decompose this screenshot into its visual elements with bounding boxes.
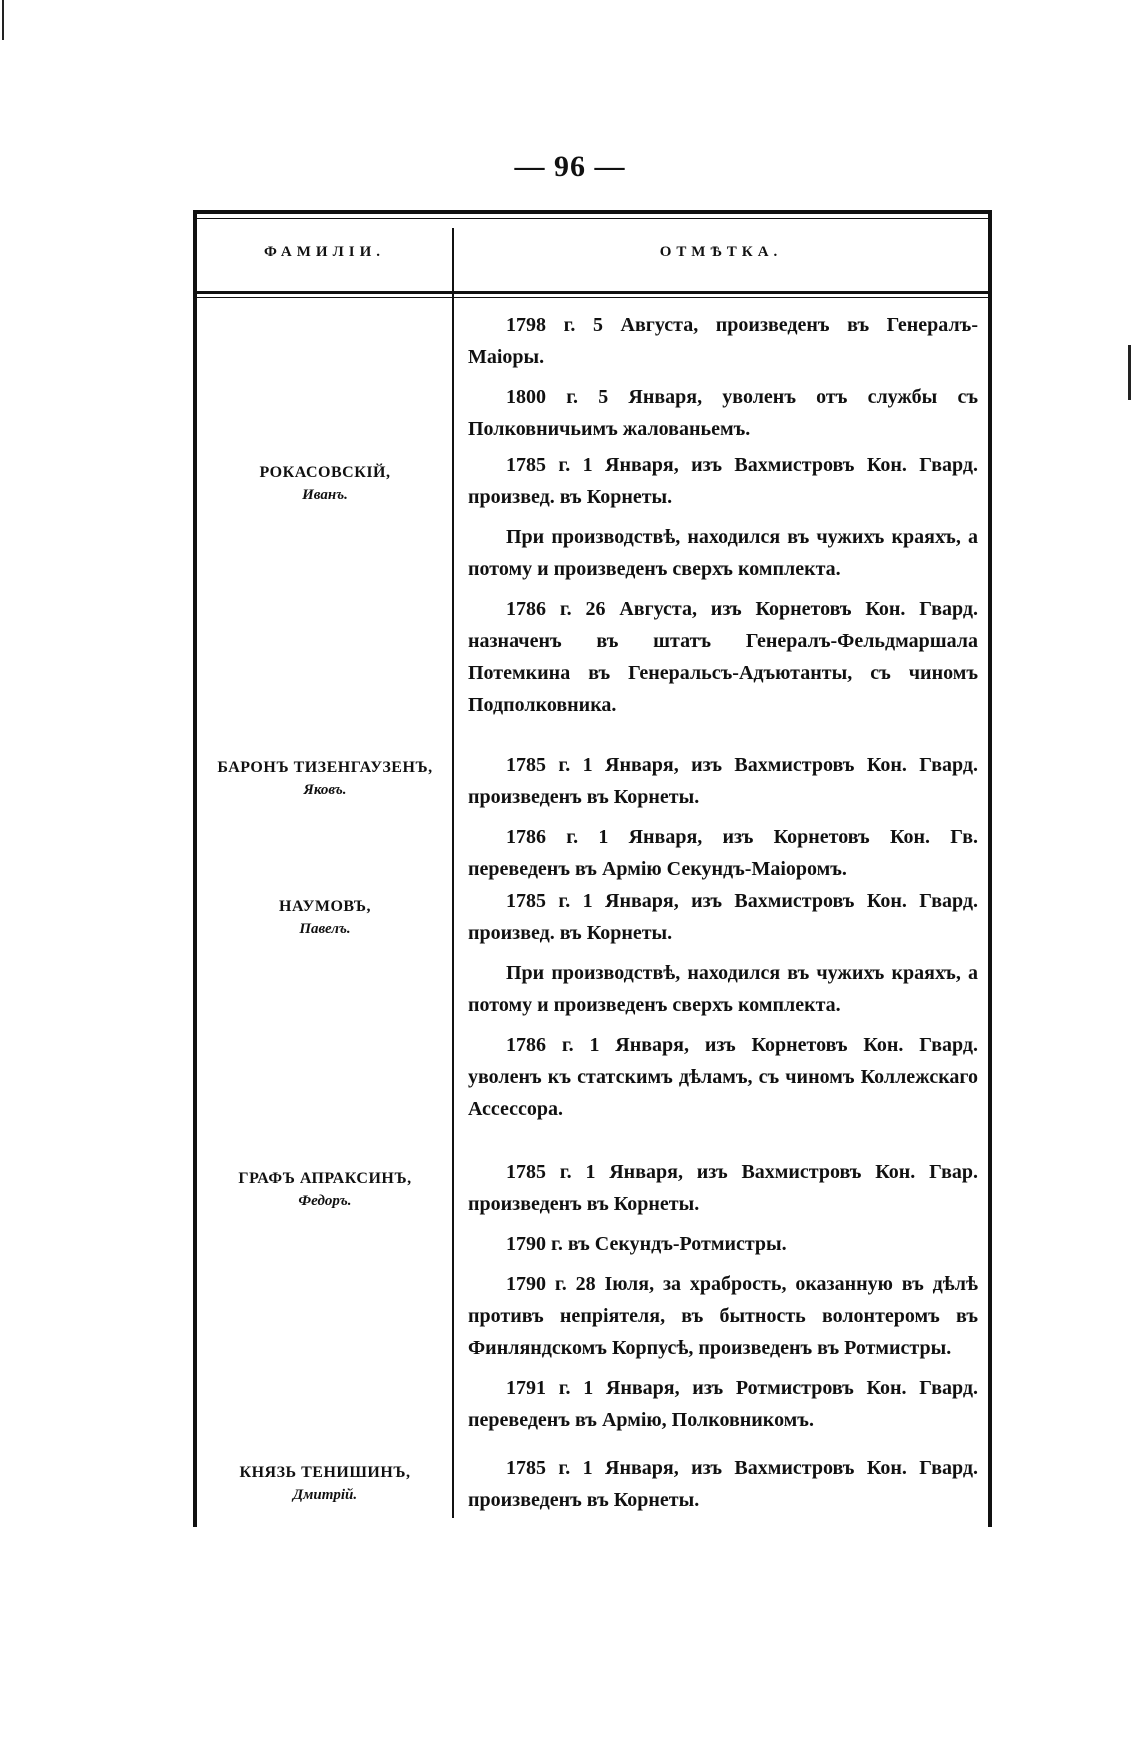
table-top-rule [193,218,992,219]
given-name: Павелъ. [299,921,351,937]
column-header-surnames: ФАМИЛІИ. [263,244,386,260]
note-paragraph: 1790 г. 28 Іюля, за храбрость, оказанную въ дѣлѣ противъ непріятеля, въ бытность волонтеромъ въ Финляндскомъ Корпусѣ, произведенъ въ Ротмистры. [468,1273,978,1359]
note-paragraph: 1786 г. 1 Января, изъ Корнетовъ Кон. Гв. переведенъ въ Армію Секундъ-Маіоромъ. [468,826,978,880]
given-name: Федоръ. [298,1193,352,1209]
page-number: — 96 — [514,150,626,183]
note-paragraph: 1786 г. 26 Августа, изъ Корнетовъ Кон. Гвард. назначенъ въ штатъ Генералъ-Фельдмаршала Потемкина въ Генеральсъ-Адъютанты, съ чиномъ Подполковника. [468,598,978,716]
note-paragraph: 1785 г. 1 Января, изъ Вахмистровъ Кон. Гвард. произвед. въ Корнеты. [468,454,978,508]
column-header-notes: ОТМѢТКА. [659,244,783,260]
person-name [214,462,436,506]
note-paragraph: 1798 г. 5 Августа, произведенъ въ Генералъ-Маіоры. [468,314,978,368]
note-paragraph: 1791 г. 1 Января, изъ Ротмистровъ Кон. Гвард. переведенъ въ Армію, Полковникомъ. [468,1377,978,1431]
notes-entry [468,885,978,1133]
notes-entry [468,1156,978,1444]
note-paragraph: 1785 г. 1 Января, изъ Вахмистровъ Кон. Гвард. произвед. въ Корнеты. [468,890,978,944]
note-paragraph: 1800 г. 5 Января, уволенъ отъ службы съ Полковничьимъ жалованьемъ. [468,386,978,440]
person-name [214,896,436,940]
note-paragraph: 1790 г. въ Секундъ-Ротмистры. [506,1233,787,1255]
note-paragraph: 1785 г. 1 Января, изъ Вахмистровъ Кон. Гвард. произведенъ въ Корнеты. [468,1457,978,1511]
note-paragraph: 1785 г. 1 Января, изъ Вахмистровъ Кон. Гвард. произведенъ въ Корнеты. [468,754,978,808]
column-divider [452,228,454,1518]
note-paragraph: При производствѣ, находился въ чужихъ краяхъ, а потому и произведенъ сверхъ комплекта. [468,526,978,580]
given-name: Дмитрій. [292,1487,358,1503]
surname: ГРАФЪ АПРАКСИНЪ, [238,1170,412,1187]
given-name: Яковъ. [303,782,347,798]
note-paragraph: При производствѣ, находился въ чужихъ краяхъ, а потому и произведенъ сверхъ комплекта. [468,962,978,1016]
person-name [214,757,436,801]
notes-entry [468,1452,978,1524]
note-paragraph: 1786 г. 1 Января, изъ Корнетовъ Кон. Гвард. уволенъ къ статскимъ дѣламъ, съ чиномъ Коллежскаго Ассессора. [468,1034,978,1120]
scan-edge-mark [2,0,4,40]
note-paragraph: 1785 г. 1 Января, изъ Вахмистровъ Кон. Гвар. произведенъ въ Корнеты. [468,1161,978,1215]
header-rule-thin [197,297,988,298]
surname: КНЯЗЬ ТЕНИШИНЪ, [239,1464,411,1481]
notes-entry [468,749,978,893]
scan-edge-mark [1128,345,1131,400]
person-name [214,1168,436,1212]
notes-entry [468,449,978,729]
surname: НАУМОВЪ, [279,898,371,915]
given-name: Иванъ. [302,487,348,503]
surname: РОКАСОВСКІЙ, [259,464,391,481]
notes-entry-continued [468,309,978,453]
person-name [214,1462,436,1506]
header-rule [197,291,988,294]
surname: БАРОНЪ ТИЗЕНГАУЗЕНЪ, [217,759,433,776]
